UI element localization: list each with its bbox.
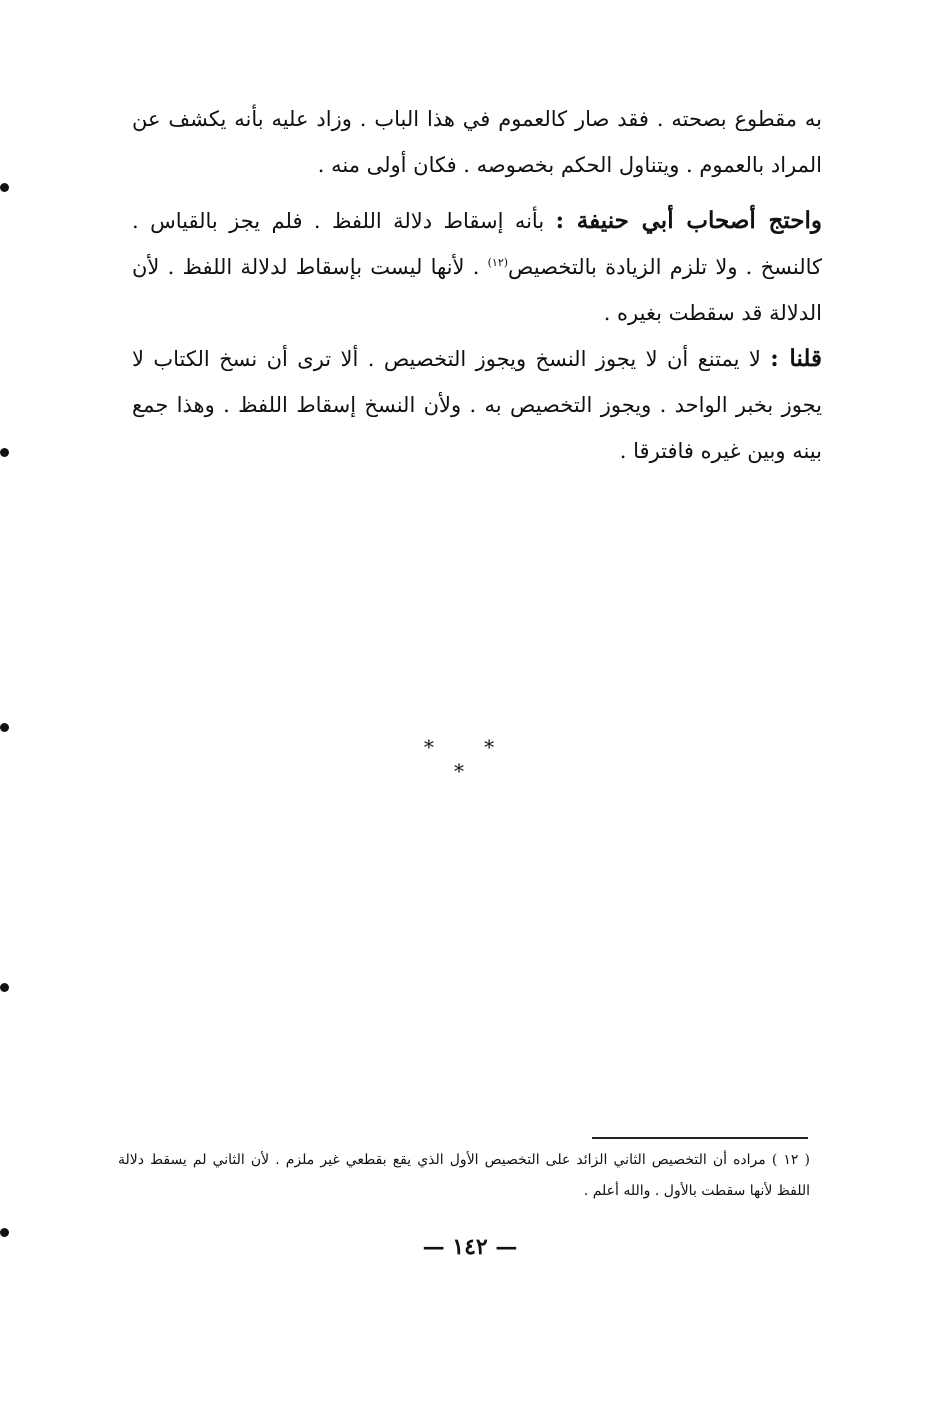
scan-edge-mark [0,983,9,992]
paragraph-2 [132,198,822,336]
paragraph-2-text-a: بأنه إسقاط دلالة اللفظ . فلم يجز بالقياس . كالنسخ . ولا تلزم الزيادة بالتخصيص [132,209,823,279]
section-separator: * * * [423,735,517,783]
scan-edge-mark [0,448,9,457]
footnote-reference: (١٢) [487,256,509,269]
scan-edge-mark [0,1228,9,1237]
paragraph-3-lead: قلنا : [770,345,822,372]
paragraph-3 [132,336,822,474]
footnote-text: ( ١٢ ) مراده أن التخصيص الثاني الزائد على التخصيص الأول الذي يقع بقطعي غير ملزم . لأن الثاني لم يسقط دلالة اللفظ لأنها سقطت بالأول . والله أعلم . [118,1152,810,1199]
page-number: — ١٤٢ — [422,1234,518,1260]
paragraph-2-lead: واحتج أصحاب أبي حنيفة : [555,207,822,234]
paragraph-1-text: به مقطوع بصحته . فقد صار كالعموم في هذا الباب . وزاد عليه بأنه يكشف عن المراد بالعموم . ويتناول الحكم بخصوصه . فكان أولى منه . [132,107,822,177]
paragraph-1 [132,96,822,188]
paragraph-2-text-b: . لأنها ليست بإسقاط لدلالة اللفظ . لأن الدلالة قد سقطت بغيره . [132,255,822,325]
scan-edge-mark [0,183,9,192]
paragraph-3-text: لا يمتنع أن لا يجوز النسخ ويجوز التخصيص . ألا ترى أن نسخ الكتاب لا يجوز بخبر الواحد . ويجوز التخصيص به . ولأن النسخ إسقاط اللفظ . وهذا جمع بينه وبين غيره فافترقا . [132,347,822,463]
footnote [118,1145,810,1207]
scan-edge-mark [0,723,9,732]
footnote-divider [592,1137,808,1139]
